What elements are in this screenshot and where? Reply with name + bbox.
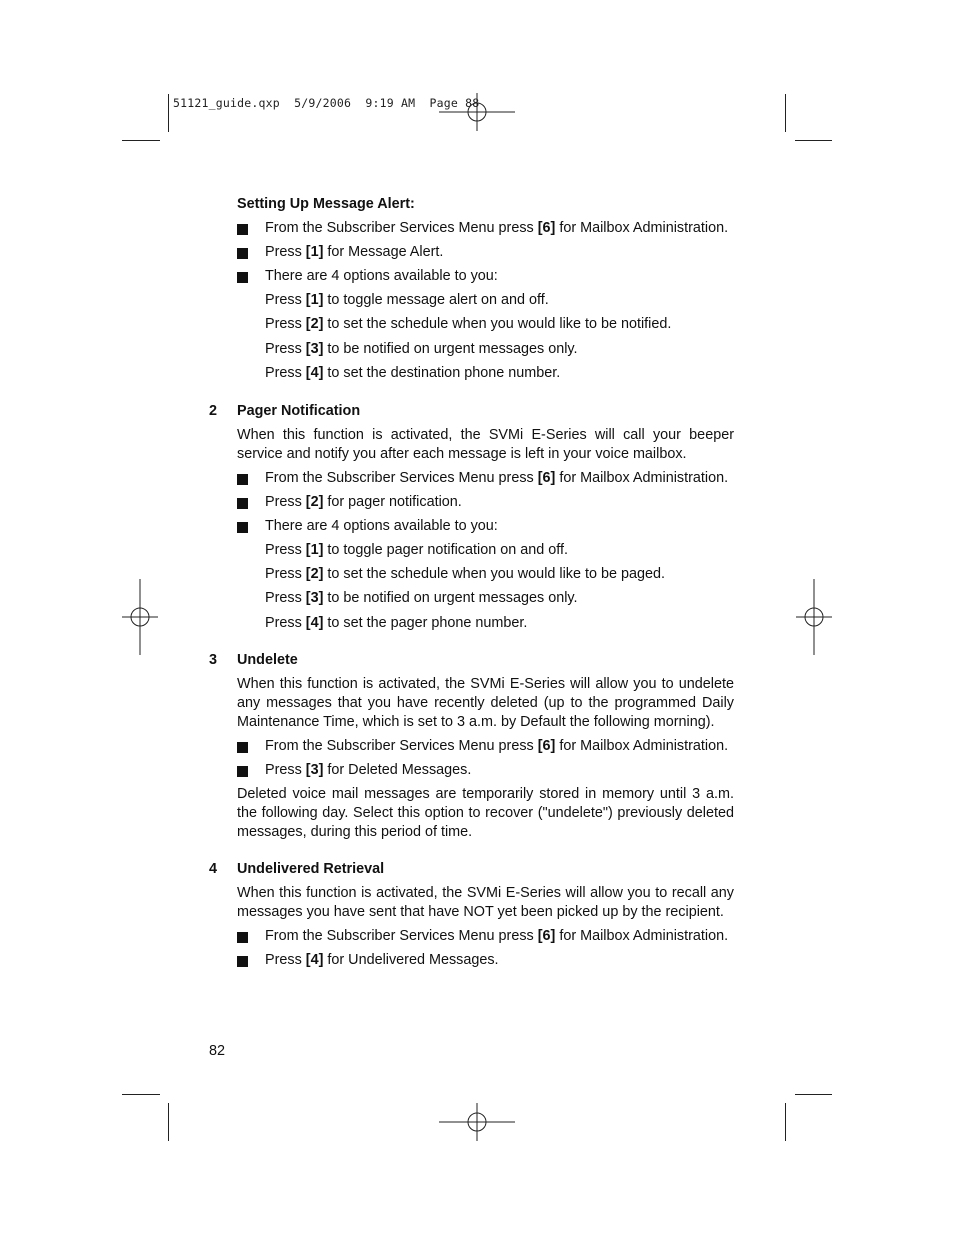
option-line: Press [1] to toggle pager notification on and off. xyxy=(265,541,568,558)
registration-mark-bottom xyxy=(439,1084,515,1160)
option-line: Press [3] to be notified on urgent messages only. xyxy=(265,340,578,357)
crop-mark xyxy=(795,1094,832,1095)
page-number: 82 xyxy=(209,1043,226,1059)
bullet-square-icon xyxy=(237,932,248,943)
bullet-square-icon xyxy=(237,956,248,967)
option-line: Press [1] to toggle message alert on and off. xyxy=(265,292,549,308)
option-line: Press [3] to be notified on urgent messages only. xyxy=(265,590,578,607)
section-heading-undelete xyxy=(209,651,734,670)
print-slug: 51121_guide.qxp 5/9/2006 9:19 AM Page 88 xyxy=(173,96,480,110)
section-intro: When this function is activated, the SVMi E-Series will allow you to recall any messages you have sent that have NOT yet been picked up by the recipient. xyxy=(237,885,734,921)
heading-text: Undelete xyxy=(237,652,298,669)
option-line: Press [2] to set the schedule when you would like to be notified. xyxy=(265,316,672,333)
registration-mark-left xyxy=(102,579,178,655)
list-item: There are 4 options available to you: xyxy=(209,517,734,536)
option-line: Press [2] to set the schedule when you would like to be paged. xyxy=(265,565,665,582)
section-number: 3 xyxy=(209,652,218,669)
list-item: Press [3] for Deleted Messages. xyxy=(209,761,734,780)
bullet-square-icon xyxy=(237,248,248,259)
crop-mark xyxy=(168,94,169,132)
option-line: Press [4] to set the pager phone number. xyxy=(265,614,528,631)
bullet-square-icon xyxy=(237,224,248,235)
section-intro: When this function is activated, the SVMi E-Series will allow you to undelete any messages that you have recently deleted (up to the programmed Daily Maintenance Time, which is set to 3 a.m. by Default the following morning). xyxy=(237,676,734,731)
crop-mark xyxy=(122,140,160,141)
registration-mark-top xyxy=(439,74,515,150)
section-intro: When this function is activated, the SVMi E-Series will call your beeper service and notify you after each message is left in your voice mailbox. xyxy=(237,426,734,462)
list-item: Press [1] for Message Alert. xyxy=(209,243,734,262)
bullet-square-icon xyxy=(237,522,248,533)
list-item: There are 4 options available to you: xyxy=(209,267,734,286)
section-heading-message-alert xyxy=(209,195,734,214)
section-heading-pager xyxy=(209,402,734,421)
section-number: 4 xyxy=(209,861,218,878)
crop-mark xyxy=(168,1103,169,1141)
list-item: Press [2] for pager notification. xyxy=(209,493,734,512)
page-content xyxy=(209,195,734,975)
list-item: From the Subscriber Services Menu press [6] for Mailbox Administration. xyxy=(209,927,734,946)
section-heading-undelivered xyxy=(209,860,734,879)
bullet-square-icon xyxy=(237,272,248,283)
bullet-square-icon xyxy=(237,742,248,753)
list-item: From the Subscriber Services Menu press [6] for Mailbox Administration. xyxy=(209,469,734,488)
section-note: Deleted voice mail messages are temporarily stored in memory until 3 a.m. the following day. Select this option to recover ("undelete") previously deleted messages, during this period of time. xyxy=(237,786,734,841)
crop-mark xyxy=(795,140,832,141)
list-item: Press [4] for Undelivered Messages. xyxy=(209,951,734,970)
bullet-square-icon xyxy=(237,498,248,509)
crop-mark xyxy=(785,94,786,132)
crop-mark xyxy=(785,1103,786,1141)
option-line: Press [4] to set the destination phone number. xyxy=(265,365,561,382)
bullet-square-icon xyxy=(237,766,248,777)
bullet-square-icon xyxy=(237,474,248,485)
list-item: From the Subscriber Services Menu press [6] for Mailbox Administration. xyxy=(209,219,734,238)
heading-text: Undelivered Retrieval xyxy=(237,861,385,878)
heading-text: Pager Notification xyxy=(237,402,361,419)
crop-mark xyxy=(122,1094,160,1095)
heading-text: Setting Up Message Alert: xyxy=(237,196,415,212)
section-number: 2 xyxy=(209,402,218,419)
registration-mark-right xyxy=(776,579,852,655)
list-item: From the Subscriber Services Menu press [6] for Mailbox Administration. xyxy=(209,737,734,756)
